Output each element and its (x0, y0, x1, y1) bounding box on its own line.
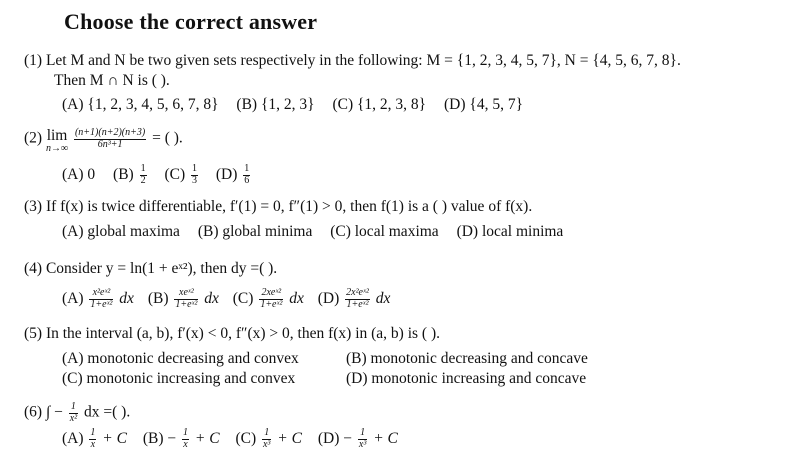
question-3 (24, 198, 532, 216)
fraction-denominator: 1+eˣ² (260, 298, 283, 310)
question-tail: = ( ). (152, 129, 183, 147)
fraction-numerator: 2x²eˣ² (346, 287, 369, 298)
option-b[interactable]: (B) global minima (197, 223, 313, 240)
question-4 (24, 260, 277, 278)
fraction-denominator: 2 (140, 174, 146, 186)
question-1 (24, 52, 681, 70)
fraction (74, 128, 146, 150)
fraction-denominator: x³ (262, 438, 271, 450)
option-b[interactable] (147, 287, 223, 310)
option-label: (D) − (317, 429, 352, 447)
option-label: (B) (113, 165, 134, 183)
differential: dx (375, 289, 391, 307)
question-text: In the interval (a, b), f′(x) < 0, f″(x) > 0, then f(x) in (a, b) is ( ). (45, 325, 440, 342)
question-4-options (62, 288, 390, 310)
option-label: (D) (215, 165, 238, 183)
fraction-denominator: 6 (244, 174, 250, 186)
option-c[interactable] (235, 427, 305, 450)
fraction-numerator: xeˣ² (174, 288, 198, 300)
fraction-numerator: 1 (69, 402, 78, 414)
question-6 (24, 402, 130, 424)
question-number: (1) (24, 52, 43, 69)
fraction-numerator: 1 (192, 163, 197, 174)
question-text: Consider y = ln(1 + eˣ²), then dy =( ). (45, 260, 278, 277)
option-c[interactable] (164, 163, 203, 186)
differential: dx (119, 289, 134, 307)
differential: dx (204, 289, 219, 307)
option-b[interactable]: (B) monotonic decreasing and concave (346, 350, 588, 367)
option-c[interactable]: (C) {1, 2, 3, 8} (332, 96, 427, 113)
fraction-denominator: 1+eˣ² (346, 298, 369, 310)
constant: + C (373, 429, 398, 447)
fraction-numerator: x²eˣ² (89, 288, 113, 300)
option-label: (B) − (142, 429, 177, 447)
question-6-options (62, 428, 398, 450)
fraction-numerator: 1 (244, 163, 250, 174)
fraction-numerator: 1 (358, 428, 367, 440)
option-d[interactable]: (D) {4, 5, 7} (444, 96, 524, 113)
option-b[interactable]: (B) {1, 2, 3} (236, 96, 315, 113)
fraction-numerator: (n+1)(n+2)(n+3) (74, 127, 146, 138)
option-c[interactable]: (C) local maxima (330, 223, 439, 240)
option-label: (A) (62, 289, 84, 307)
option-c[interactable] (232, 287, 308, 310)
limit-subscript: n→∞ (45, 142, 69, 154)
limit-expression (46, 128, 68, 154)
option-a[interactable]: (A) global maxima (62, 223, 180, 240)
fraction-denominator: x (183, 438, 188, 450)
fraction-numerator: 1 (262, 428, 271, 440)
option-label: (A) (62, 429, 84, 447)
fraction-numerator: 1 (90, 427, 96, 438)
option-a[interactable]: (A) monotonic decreasing and convex (62, 350, 299, 367)
differential: dx (289, 289, 304, 307)
fraction-denominator: 6n³+1 (97, 138, 123, 150)
option-label: (C) (164, 165, 186, 183)
page-title: Choose the correct answer (64, 9, 318, 34)
question-3-options (62, 223, 577, 241)
question-1-options (62, 96, 537, 114)
question-text: Let M and N be two given sets respectively in the following: M = {1, 2, 3, 4, 5, 7}, N = {4, 5, 6, 7, 8}. (45, 52, 681, 69)
question-number: (6) (24, 403, 43, 421)
fraction-denominator: x³ (358, 438, 367, 450)
question-2 (24, 128, 183, 154)
constant: + C (277, 429, 302, 447)
question-tail: dx =( ). (84, 403, 131, 421)
option-label: (C) (232, 289, 254, 307)
fraction-denominator: 1+eˣ² (175, 298, 198, 310)
constant: + C (102, 429, 127, 447)
fraction-denominator: x (90, 438, 96, 450)
question-2-options (62, 164, 252, 186)
question-number: (3) (24, 198, 43, 215)
integral-sign: ∫ − (45, 403, 63, 421)
fraction-numerator: 2xeˣ² (259, 288, 283, 300)
option-label: (B) (147, 289, 169, 307)
option-c[interactable]: (C) monotonic increasing and convex (62, 370, 296, 387)
limit-label: lim (46, 127, 68, 144)
option-a[interactable] (62, 287, 138, 310)
option-label: (D) (317, 289, 340, 307)
question-5 (24, 325, 440, 343)
question-text: If f(x) is twice differentiable, f′(1) = 0, f″(1) > 0, then f(1) is a ( ) value of f(x). (45, 198, 533, 215)
constant: + C (194, 429, 220, 447)
option-b[interactable] (113, 163, 152, 186)
fraction-denominator: x² (69, 412, 78, 424)
option-label: (C) (235, 429, 257, 447)
option-d[interactable]: (D) local minima (456, 223, 564, 240)
option-d[interactable] (317, 427, 398, 450)
fraction-denominator: 1+eˣ² (90, 298, 113, 310)
option-a[interactable] (62, 427, 131, 450)
question-1-line2: Then M ∩ N is ( ). (54, 72, 170, 89)
option-a[interactable]: (A) {1, 2, 3, 4, 5, 6, 7, 8} (62, 96, 219, 113)
option-d[interactable]: (D) monotonic increasing and concave (346, 370, 587, 387)
option-d[interactable] (317, 287, 391, 310)
fraction-numerator: 1 (183, 427, 188, 438)
fraction-denominator: 3 (192, 174, 197, 186)
option-d[interactable] (215, 163, 252, 186)
question-number: (2) (24, 129, 43, 147)
option-b[interactable] (142, 427, 224, 450)
question-number: (5) (24, 325, 43, 342)
option-a[interactable]: (A) 0 (62, 165, 96, 183)
question-number: (4) (24, 260, 43, 277)
fraction-numerator: 1 (140, 163, 146, 174)
